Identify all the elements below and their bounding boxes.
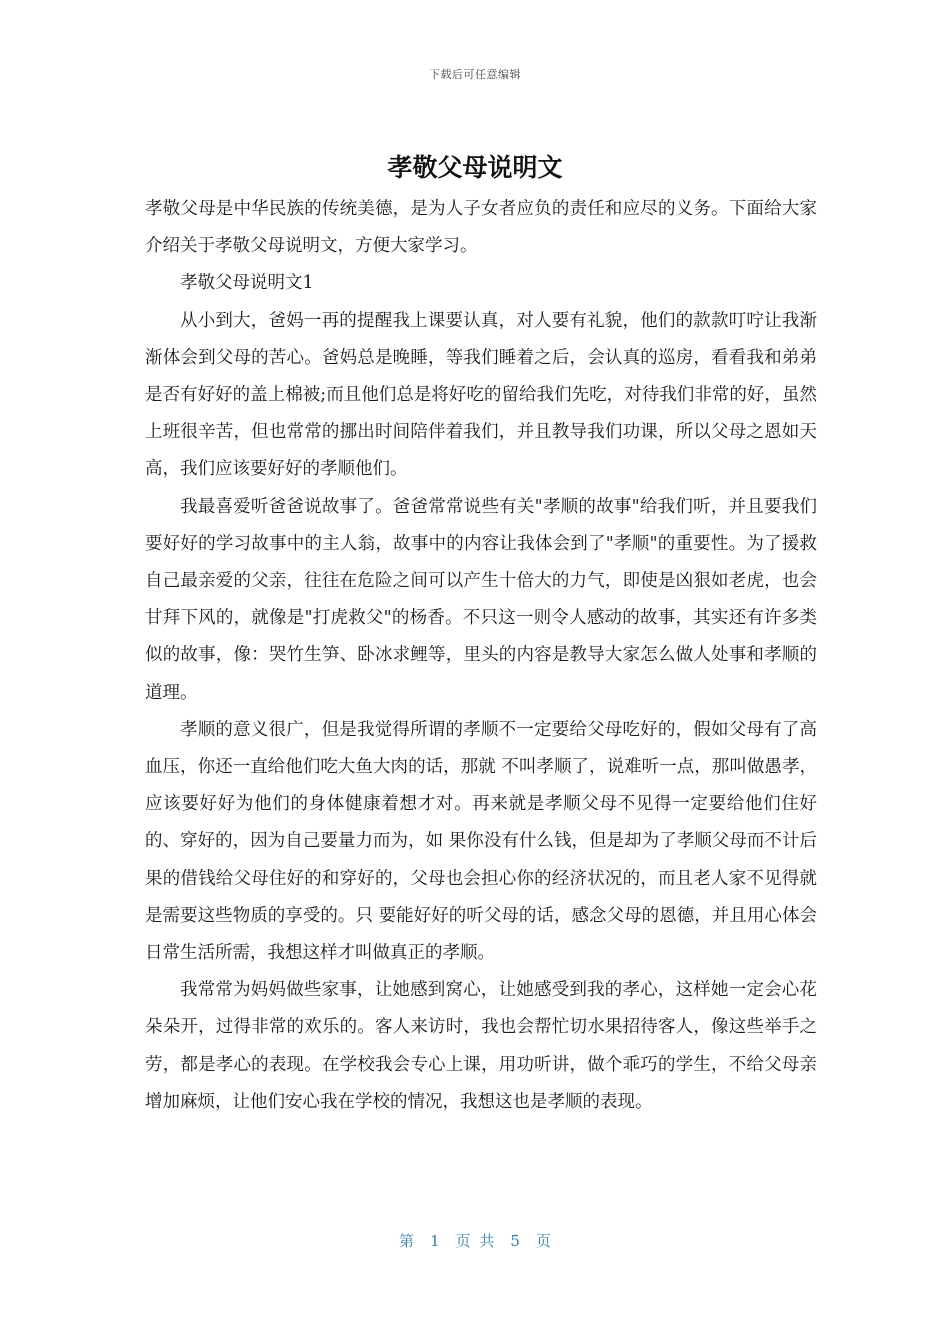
- document-title: 孝敬父母说明文: [387, 153, 563, 182]
- footer-total-pages: 5: [510, 1232, 520, 1250]
- body-paragraph-3: 孝顺的意义很广，但是我觉得所谓的孝顺不一定要给父母吃好的，假如父母有了高血压，你还一直给他们吃大鱼大肉的话，那就 不叫孝顺了，说难听一点，那叫做愚孝，应该要好好为他们的身体健康着想才对。再来就是孝顺父母不见得一定要给他们住好的、穿好的，因为自己要量力而为，如 果你没有什么钱，但是却为了孝顺父母而不计后果的借钱给父母住好的和穿好的，父母也会担心你的经济状况的，而且老人家不见得就是需要这些物质的享受的。只 要能好好的听父母的话，感念父母的恩德，并且用心体会日常生活所需，我想这样才叫做真正的孝顺。: [145, 719, 817, 964]
- document-body: [145, 191, 817, 1121]
- body-paragraph-2: 我最喜爱听爸爸说故事了。爸爸常常说些有关"孝顺的故事"给我们听，并且要我们要好好的学习故事中的主人翁，故事中的内容让我体会到了"孝顺"的重要性。为了援救自己最亲爱的父亲，往往在危险之间可以产生十倍大的力气，即使是凶狠如老虎，也会甘拜下风的，就像是"打虎救父"的杨香。不只这一则令人感动的故事，其实还有许多类似的故事，像：哭竹生笋、卧冰求鲤等，里头的内容是教导大家怎么做人处事和孝顺的道理。: [145, 496, 817, 703]
- intro-paragraph: 孝敬父母是中华民族的传统美德，是为人子女者应负的责任和应尽的义务。下面给大家介绍关于孝敬父母说明文，方便大家学习。: [145, 199, 817, 257]
- footer-current-page: 1: [430, 1232, 440, 1250]
- page-footer: [0, 1230, 950, 1251]
- body-paragraph-1: 从小到大，爸妈一再的提醒我上课要认真，对人要有礼貌，他们的款款叮咛让我渐渐体会到父母的苦心。爸妈总是晚睡，等我们睡着之后，会认真的巡房，看看我和弟弟是否有好好的盖上棉被;而且他们总是将好吃的留给我们先吃，对待我们非常的好，虽然上班很辛苦，但也常常的挪出时间陪伴着我们，并且教导我们功课，所以父母之恩如天高，我们应该要好好的孝顺他们。: [145, 310, 817, 480]
- footer-suffix: 页: [535, 1232, 551, 1250]
- header-note: 下载后可任意编辑: [429, 68, 521, 81]
- body-paragraph-4: 我常常为妈妈做些家事，让她感到窝心，让她感受到我的孝心，这样她一定会心花朵朵开，过得非常的欢乐的。客人来访时，我也会帮忙切水果招待客人，像这些举手之劳，都是孝心的表现。在学校我会专心上课，用功听讲，做个乖巧的学生，不给父母亲增加麻烦，让他们安心我在学校的情况，我想这也是孝顺的表现。: [145, 980, 817, 1112]
- section-heading: 孝敬父母说明文1: [180, 273, 314, 294]
- footer-prefix: 第: [399, 1232, 415, 1250]
- footer-middle: 页 共: [455, 1232, 495, 1250]
